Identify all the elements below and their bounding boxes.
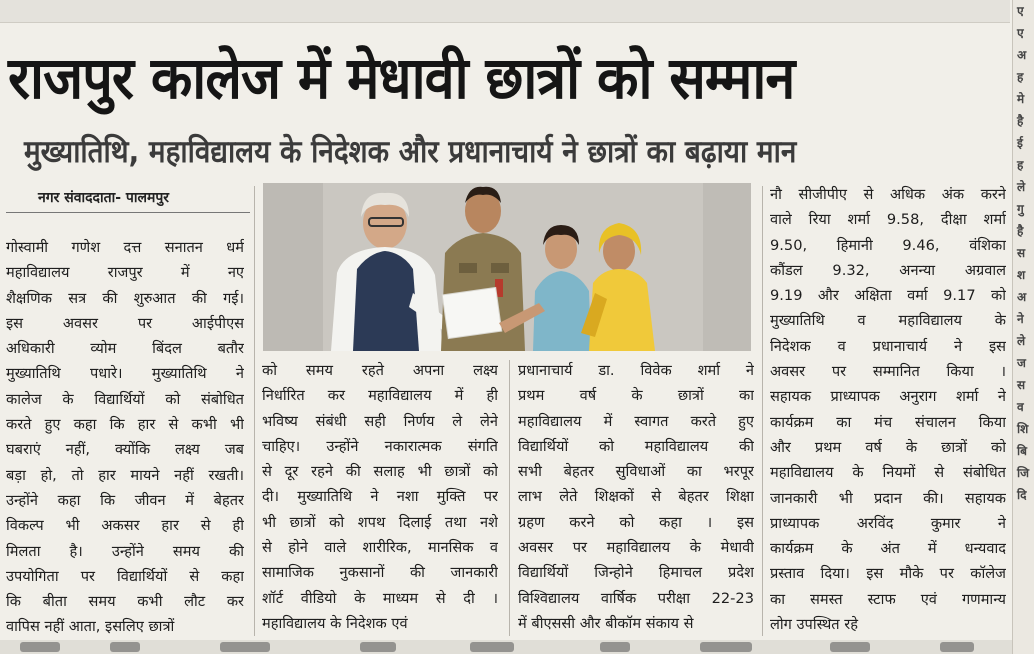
article-line: अधिकारी व्योम बिंदल बतौर: [6, 340, 244, 358]
article-line: शैक्षणिक सत्र की शुरुआत की गई।: [6, 289, 244, 307]
article-line: अवसर पर सम्मानित किया ।: [770, 363, 1006, 381]
article-line: गोस्वामी गणेश दत्त सनातन धर्म: [6, 239, 244, 256]
edge-fragment: स: [1017, 246, 1026, 260]
article-line: जानकारी भी प्रदान की। सहायक: [770, 489, 1006, 507]
edge-fragment: व: [1017, 400, 1024, 414]
previous-page-edge: [0, 0, 1010, 23]
article-line: नौ सीजीपीए से अधिक अंक करने: [770, 186, 1006, 203]
article-line: शॉर्ट वीडियो के माध्यम से दी ।: [262, 589, 498, 607]
edge-fragment: स: [1017, 378, 1026, 392]
article-line: प्रथम वर्ष के छात्रों का: [518, 387, 754, 405]
article-line: विद्यार्थियों जिन्होने हिमाचल प्रदेश: [518, 564, 754, 582]
article-line: लोग उपस्थित रहे: [770, 616, 858, 634]
adjacent-column-edge: [1012, 0, 1034, 654]
article-line: इस अवसर पर आईपीएस: [6, 314, 244, 332]
article-line: कार्यक्रम का मंच संचालन किया: [770, 413, 1006, 431]
edge-fragment: है: [1017, 224, 1024, 238]
article-column-3: [518, 358, 754, 636]
article-column-1: [6, 235, 244, 640]
article-line: प्राध्यापक अरविंद कुमार ने: [770, 514, 1006, 532]
article-line: करते हुए कहा कि हार से कभी भी: [6, 416, 244, 434]
edge-fragment: गु: [1017, 202, 1024, 216]
article-line: और प्रथम वर्ष के छात्रों को: [770, 438, 1006, 456]
article-column-2: [262, 358, 498, 636]
edge-fragment: ए: [1017, 4, 1024, 18]
edge-fragment: जि: [1017, 466, 1030, 480]
article-line: कालेज के विद्यार्थियों को संबोधित: [6, 390, 244, 408]
article-line: मुख्यातिथि व महाविद्यालय के: [770, 312, 1006, 330]
article-line: दी। मुख्यातिथि ने नशा मुक्ति पर: [262, 488, 498, 506]
article-column-4: [770, 182, 1006, 637]
article-line: 9.19 और अक्षिता वर्मा 9.17 को: [770, 287, 1006, 305]
article-line: से होने वाले शारीरिक, मानसिक व: [262, 539, 498, 557]
article-line: वाले रिया शर्मा 9.58, दीक्षा शर्मा: [770, 211, 1006, 229]
edge-fragment: ह: [1017, 70, 1024, 84]
byline-rule: [6, 212, 250, 213]
article-line: मुख्यातिथि पधारे। मुख्यातिथि ने: [6, 365, 244, 383]
edge-fragment: ए: [1017, 26, 1024, 40]
article-line: महाविद्यालय के नियमों से संबोधित: [770, 464, 1006, 482]
edge-fragment: ई: [1017, 136, 1023, 150]
article-line: सामाजिक नुकसानों की जानकारी: [262, 564, 498, 582]
edge-fragment: मे: [1017, 92, 1025, 106]
event-photo: [263, 183, 751, 351]
article-line: लाभ लेते शिक्षकों से बेहतर शिक्षा: [518, 488, 754, 506]
column-divider: [254, 186, 255, 636]
article-line: मिलता है। उन्होंने समय की: [6, 542, 244, 560]
article-line: कि बीता समय कभी लौट कर: [6, 593, 244, 611]
article-line: ग्रहण करने को कहा । इस: [518, 513, 754, 531]
edge-fragment: अ: [1017, 290, 1027, 304]
article-line: उपयोगिता पर विद्यार्थियों से कहा: [6, 567, 244, 585]
article-line: विकल्प भी अकसर हार से ही: [6, 517, 244, 535]
edge-fragment: श: [1017, 268, 1026, 282]
article-line: से दूर रहने की सलाह भी छात्रों को: [262, 463, 498, 481]
column-divider: [509, 360, 510, 636]
article-line: भी छात्रों को शपथ दिलाई तथा नशे: [262, 513, 498, 531]
article-line: निर्धारित कर महाविद्यालय में ही: [262, 387, 498, 405]
article-line: में बीएससी और बीकॉम संकाय से: [518, 614, 694, 632]
next-headline-edge: [0, 640, 1012, 654]
edge-fragment: ज: [1017, 356, 1026, 370]
article-line: घबराएं नहीं, क्योंकि लक्ष्य जब: [6, 441, 244, 459]
headline: राजपुर कालेज में मेधावी छात्रों को सम्मान: [8, 44, 795, 112]
article-line: चाहिए। उन्होंने नकारात्मक संगति: [262, 437, 498, 455]
article-line: प्रधानाचार्य डा. विवेक शर्मा ने: [518, 362, 754, 379]
edge-fragment: है: [1017, 114, 1024, 128]
article-line: बड़ा हो, तो हार मायने नहीं रखती।: [6, 466, 244, 484]
article-line: कौंडल 9.32, अनन्या अग्रवाल: [770, 261, 1006, 279]
article-line: भविष्य संबंधी सही निर्णय ले लेने: [262, 412, 498, 430]
edge-fragment: ले: [1017, 180, 1026, 194]
article-line: महाविद्यालय के निदेशक एवं: [262, 614, 408, 632]
article-line: महाविद्यालय राजपुर में नए: [6, 264, 244, 282]
article-line: अवसर पर महाविद्यालय के मेधावी: [518, 539, 754, 557]
edge-fragment: ले: [1017, 334, 1026, 348]
article-line: वापिस नहीं आता, इसलिए छात्रों: [6, 618, 175, 636]
article-line: को समय रहते अपना लक्ष्य: [262, 362, 498, 379]
article-line: सहायक प्राध्यापक अनुराग शर्मा ने: [770, 388, 1006, 406]
article-line: 9.50, हिमानी 9.46, वंशिका: [770, 236, 1006, 254]
article-line: विद्यार्थियों को महाविद्यालय की: [518, 437, 754, 455]
article-line: विश्विद्यालय वार्षिक परीक्षा 22-23: [518, 589, 754, 607]
subheadline: मुख्यातिथि, महाविद्यालय के निदेशक और प्रधानाचार्य ने छात्रों का बढ़ाया मान: [24, 134, 797, 170]
edge-fragment: शि: [1017, 422, 1029, 436]
article-line: उन्होंने कहा कि जीवन में बेहतर: [6, 491, 244, 509]
column-divider: [762, 186, 763, 636]
byline: नगर संवाददाता- पालमपुर: [38, 190, 170, 206]
article-line: प्रस्ताव दिया। इस मौके पर कॉलेज: [770, 565, 1006, 583]
article-line: का समस्त स्टाफ एवं गणमान्य: [770, 590, 1006, 608]
article-line: निदेशक व प्रधानाचार्य ने इस: [770, 337, 1006, 355]
edge-fragment: बि: [1017, 444, 1027, 458]
edge-fragment: ह: [1017, 158, 1024, 172]
edge-fragment: दि: [1017, 488, 1027, 502]
article-line: महाविद्यालय में स्वागत करते हुए: [518, 412, 754, 430]
edge-fragment: अ: [1017, 48, 1027, 62]
edge-fragment: ने: [1017, 312, 1024, 326]
article-line: कार्यक्रम के अंत में धन्यवाद: [770, 540, 1006, 558]
article-line: सभी बेहतर सुविधाओं का भरपूर: [518, 463, 754, 481]
award-ceremony-illustration: [263, 183, 751, 351]
